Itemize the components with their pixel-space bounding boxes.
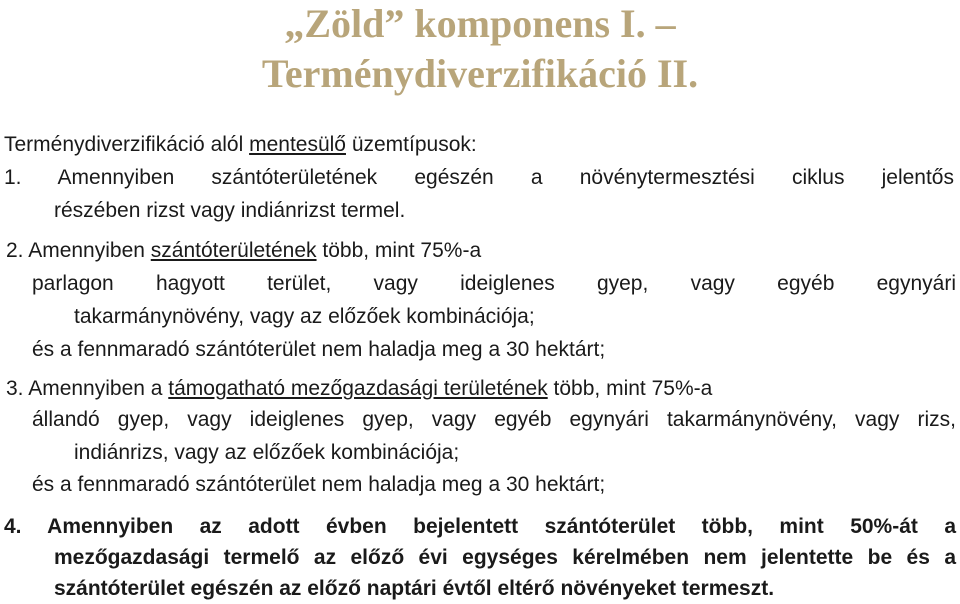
intro-heading: [4, 132, 477, 158]
slide-title-line-1: „Zöld” komponens I. –: [284, 1, 676, 46]
item-3-head-after: több, mint 75%-a: [547, 377, 713, 400]
item-4-line-2: mezőgazdasági termelő az előző évi egységes kérelmében nem jelentette be és a: [54, 546, 956, 569]
item-2-head-before: 2. Amennyiben: [6, 239, 151, 262]
item-3-line-3: indiánrizs, vagy az előzőek kombinációja;: [74, 441, 460, 464]
item-2-line-2: parlagon hagyott terület, vagy ideiglenes gyep, vagy egyéb egynyári: [32, 272, 956, 295]
item-1-line-1: 1. Amennyiben szántóterületének egészén a növénytermesztési ciklus jelentős: [4, 166, 954, 189]
intro-underlined: mentesülő: [249, 133, 346, 156]
item-2-line-3: takarmánynövény, vagy az előzőek kombinációja;: [74, 305, 535, 328]
item-4-line-3: szántóterület egészén az előző naptári évtől eltérő növényeket termeszt.: [54, 577, 775, 600]
intro-text-after: üzemtípusok:: [345, 133, 477, 156]
item-3-heading: [6, 376, 712, 402]
item-4-line-1: 4. Amennyiben az adott évben bejelentett szántóterület több, mint 50%-át a: [4, 515, 956, 538]
item-2-head-underlined: szántóterületének: [150, 239, 317, 262]
item-3-line-2: állandó gyep, vagy ideiglenes gyep, vagy egyéb egynyári takarmánynövény, vagy rizs,: [32, 408, 956, 431]
intro-text-before: Terménydiverzifikáció alól: [4, 133, 250, 156]
item-2-heading: [6, 238, 481, 264]
item-2-line-4: és a fennmaradó szántóterület nem haladja meg a 30 hektárt;: [32, 338, 606, 361]
item-2-head-after: több, mint 75%-a: [316, 239, 482, 262]
slide-title-line-2: Terménydiverzifikáció II.: [261, 51, 699, 96]
item-3-head-before: 3. Amennyiben a: [6, 377, 169, 400]
item-1-line-2: részében rizst vagy indiánrizst termel.: [54, 199, 406, 222]
item-3-line-4: és a fennmaradó szántóterület nem haladja meg a 30 hektárt;: [32, 473, 606, 496]
item-3-head-underlined: támogatható mezőgazdasági területének: [168, 377, 548, 400]
